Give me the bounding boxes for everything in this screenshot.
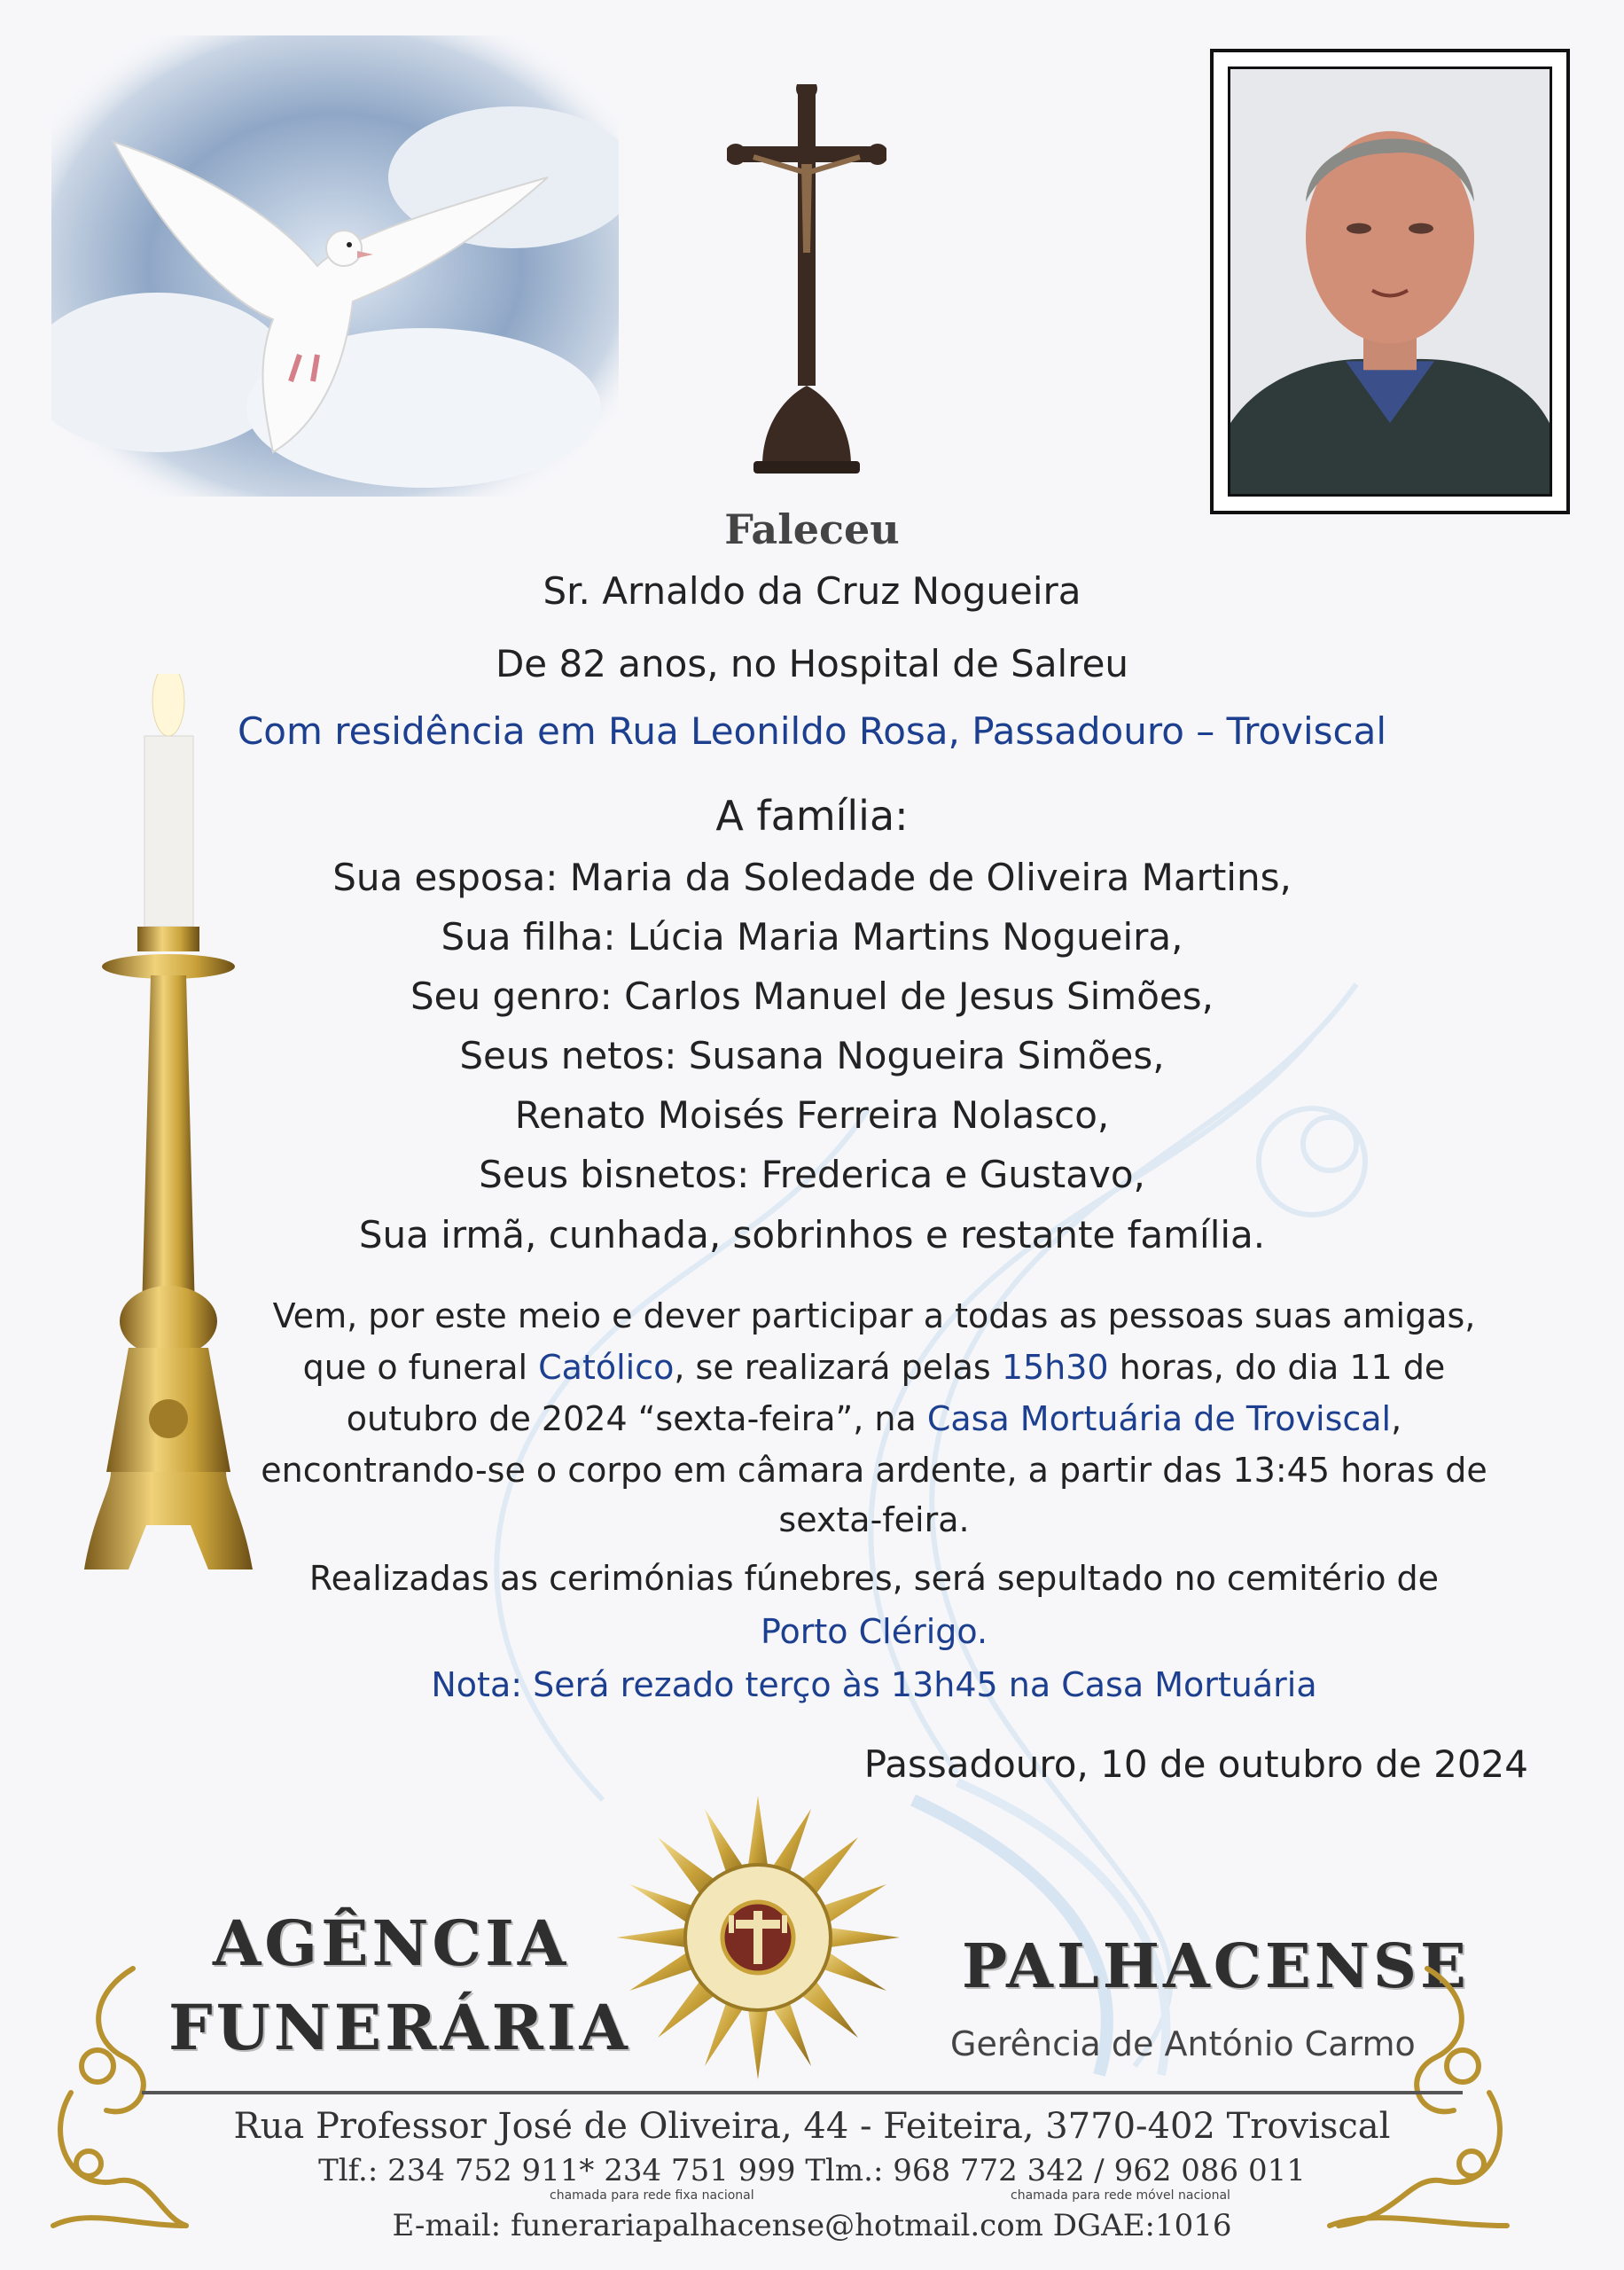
- announcement-line: encontrando-se o corpo em câmara ardente, a partir das 13:45 horas de: [261, 1451, 1487, 1490]
- place-date: Passadouro, 10 de outubro de 2024: [863, 1742, 1528, 1786]
- footer-note-fixed: chamada para rede fixa nacional: [550, 2188, 754, 2203]
- announcement-line: que o funeral Católico, se realizará pelas 15h30 horas, do dia 11 de: [302, 1348, 1446, 1387]
- announcement-line: sexta-feira.: [778, 1500, 970, 1539]
- prayer-note: Nota: Será rezado terço às 13h45 na Casa Mortuária: [431, 1665, 1317, 1704]
- portrait-frame: [1210, 49, 1570, 514]
- family-line: Sua filha: Lúcia Maria Martins Nogueira,: [441, 915, 1183, 959]
- ornament-left-icon: [35, 1960, 195, 2243]
- deceased-residence: Com residência em Rua Leonildo Rosa, Passadouro – Troviscal: [237, 709, 1387, 753]
- announcement-line: outubro de 2024 “sexta-feira”, na Casa Mortuária de Troviscal,: [346, 1399, 1402, 1438]
- portrait-photo: [1230, 69, 1550, 494]
- family-line: Renato Moisés Ferreira Nolasco,: [514, 1093, 1110, 1137]
- crucifix-icon: [727, 84, 886, 474]
- family-line: Seu genro: Carlos Manuel de Jesus Simões,: [410, 975, 1214, 1018]
- family-heading: A família:: [715, 792, 909, 840]
- announcement-line: Realizadas as cerimónias fúnebres, será sepultado no cemitério de: [308, 1559, 1440, 1598]
- family-line: Seus bisnetos: Frederica e Gustavo,: [479, 1153, 1145, 1196]
- family-line: Seus netos: Susana Nogueira Simões,: [459, 1034, 1165, 1077]
- funeral-type: Católico: [538, 1348, 675, 1387]
- title-faleceu: Faleceu: [724, 505, 900, 553]
- agency-seal-logo: [612, 1791, 904, 2084]
- footer-note-mobile: chamada para rede móvel nacional: [1011, 2188, 1230, 2203]
- family-line: Sua esposa: Maria da Soledade de Oliveira Martins,: [332, 856, 1292, 899]
- agency-word-2: FUNERÁRIA: [168, 1991, 631, 2064]
- ornament-right-icon: [1321, 1960, 1525, 2243]
- footer-address: Rua Professor José de Oliveira, 44 - Feiteira, 3770-402 Troviscal: [233, 2106, 1391, 2147]
- footer-divider: [142, 2091, 1463, 2094]
- announcement-line: Vem, por este meio e dever participar a todas as pessoas suas amigas,: [272, 1296, 1476, 1335]
- footer-phones: Tlf.: 234 752 911* 234 751 999 Tlm.: 968 772 342 / 962 086 011: [318, 2153, 1306, 2188]
- agency-name: PALHACENSE: [962, 1931, 1470, 2002]
- deceased-name: Sr. Arnaldo da Cruz Nogueira: [543, 569, 1081, 613]
- deceased-age-place: De 82 anos, no Hospital de Salreu: [495, 642, 1129, 685]
- funeral-location: Casa Mortuária de Troviscal: [926, 1399, 1392, 1438]
- dove-image: [51, 35, 619, 497]
- funeral-time: 15h30: [1001, 1348, 1109, 1387]
- family-line: Sua irmã, cunhada, sobrinhos e restante família.: [358, 1213, 1266, 1256]
- footer-email: E-mail: funerariapalhacense@hotmail.com DGAE:1016: [392, 2208, 1232, 2243]
- cemetery-name: Porto Clérigo.: [760, 1612, 988, 1651]
- agency-management: Gerência de António Carmo: [950, 2024, 1416, 2063]
- agency-word-1: AGÊNCIA: [213, 1906, 570, 1980]
